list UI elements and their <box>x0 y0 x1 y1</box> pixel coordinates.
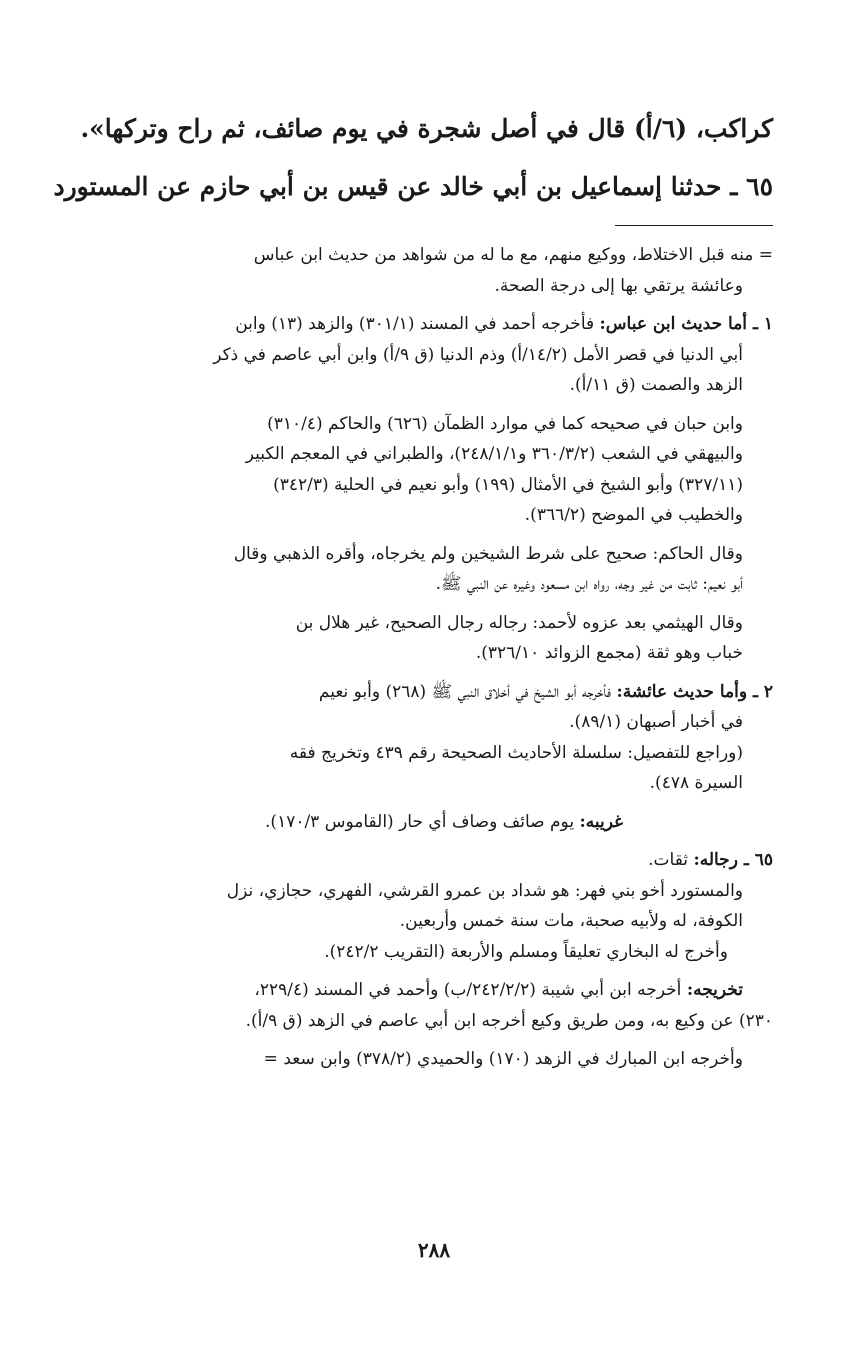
main-text <box>53 100 773 216</box>
page-number: ٢٨٨ <box>417 1238 451 1262</box>
rijal-line: ٦٥ ـ رجاله: ثقات. <box>648 850 773 870</box>
footnote-separator <box>615 225 773 226</box>
gharib-heading: غريبه: <box>579 811 623 832</box>
refer-line-1: (وراجع للتفصيل: سلسلة الأحاديث الصحيحة رقم ٤٣٩ وتخريج فقه <box>289 742 743 763</box>
haythami-line-2: خباب وهو ثقة (مجمع الزوائد ٣٢٦/١٠). <box>475 643 743 663</box>
gharib-line: غريبه: يوم صائف وصاف أي حار (القاموس ١٧٠/٣). <box>265 811 623 832</box>
ibn-hibban-line-1: وابن حبان في صحيحه كما في موارد الظمآن (٦٢٦) والحاكم (٣١٠/٤) <box>267 413 743 434</box>
takhrij-line-1: تخريجه: أخرجه ابن أبي شيبة (٢٤٢/٢/٢/ب) وأحمد في المسند (٢٢٩/٤، <box>254 980 743 1000</box>
footnotes <box>60 240 773 1075</box>
mustawrid-line-2: الكوفة، له ولأبيه صحبة، مات سنة خمس وأربعين. <box>399 911 743 931</box>
takhrij-heading: تخريجه: <box>686 980 743 1000</box>
haythami-line-1: وقال الهيثمي بعد عزوه لأحمد: رجاله رجال الصحيح، غير هلال بن <box>295 612 743 633</box>
ibn-abbas-line-1: ١ ـ أما حديث ابن عباس: فأخرجه أحمد في المسند (٣٠١/١) والزهد (١٣) وابن <box>235 314 773 334</box>
mustawrid-line-3: وأخرج له البخاري تعليقاً ومسلم والأربعة (التقريب ٢٤٢/٢). <box>324 941 728 962</box>
ibn-abbas-heading: ١ ـ أما حديث ابن عباس: <box>599 314 773 334</box>
aisha-line-1: ٢ ـ وأما حديث عائشة: فأخرجه أبو الشيخ في أخلاق النبي ﷺ (٢٦٨) وأبو نعيم <box>318 681 773 702</box>
footnote-intro-line-2: وعائشة يرتقي بها إلى درجة الصحة. <box>494 275 743 296</box>
footnote-intro-line-1: = منه قبل الاختلاط، ووكيع منهم، مع ما له من شواهد من حديث ابن عباس <box>253 245 773 265</box>
hakim-line-1: وقال الحاكم: صحيح على شرط الشيخين ولم يخرجاه، وأقره الذهبي وقال <box>233 543 743 564</box>
takhrij-line-2: ٢٣٠) عن وكيع به، ومن طريق وكيع أخرجه ابن أبي عاصم في الزهد (ق ٩/أ). <box>245 1010 773 1031</box>
mubarak-line: وأخرجه ابن المبارك في الزهد (١٧٠) والحميدي (٣٧٨/٢) وابن سعد = <box>263 1049 743 1069</box>
aisha-heading: ٢ ـ وأما حديث عائشة: <box>616 681 773 702</box>
aisha-line-2: في أخبار أصبهان (٨٩/١). <box>569 712 743 732</box>
continuation-marker: = <box>758 245 773 265</box>
ibn-abbas-line-2: أبي الدنيا في قصر الأمل (١٤/٢/أ) وذم الدنيا (ق ٩/أ) وابن أبي عاصم في ذكر <box>213 344 743 365</box>
ibn-hibban-line-2: والبيهقي في الشعب (٣٦٠/٣/٢ و٢٤٨/١/١)، والطبراني في المعجم الكبير <box>245 444 743 464</box>
main-text-line-1: كراكب، (٦/أ) قال في أصل شجرة في يوم صائف، ثم راح وتركها». <box>80 114 773 143</box>
ibn-hibban-line-3: (٣٢٧/١١) وأبو الشيخ في الأمثال (١٩٩) وأبو نعيم في الحلية (٣٤٢/٣) <box>273 474 743 495</box>
refer-line-2: السيرة ٤٧٨). <box>649 773 743 793</box>
hakim-line-2: أبو نعيم: ثابت من غير وجه، رواه ابن مسعود وغيره عن النبي ﷺ. <box>435 574 743 594</box>
ibn-abbas-line-3: الزهد والصمت (ق ١١/أ). <box>569 375 743 395</box>
rijal-heading: ٦٥ ـ رجاله: <box>693 850 773 870</box>
ibn-hibban-line-4: والخطيب في الموضح (٣٦٦/٢). <box>524 505 743 525</box>
main-text-line-2: ٦٥ ـ حدثنا إسماعيل بن أبي خالد عن قيس بن أبي حازم عن المستورد <box>53 172 773 201</box>
mustawrid-line-1: والمستورد أخو بني فهر: هو شداد بن عمرو القرشي، الفهري، حجازي، نزل <box>226 880 743 901</box>
